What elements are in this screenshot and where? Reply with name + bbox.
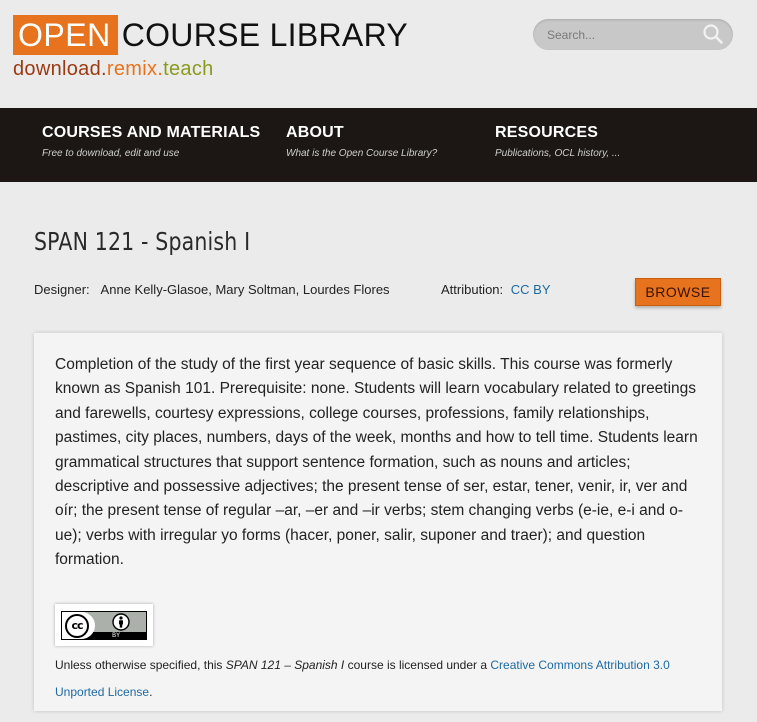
license-statement (55, 652, 705, 706)
license-course-name: SPAN 121 – Spanish I (225, 658, 345, 672)
tagline-remix: remix. (106, 58, 164, 80)
site-tagline (13, 58, 408, 80)
logo-course-library-text: COURSE LIBRARY (121, 17, 409, 53)
designer-label: Designer: (34, 282, 90, 297)
cc-badge-by-label: BY (112, 632, 121, 639)
nav-item-about[interactable] (286, 124, 437, 159)
tagline-download: download. (13, 58, 107, 80)
designer-names: Anne Kelly-Glasoe, Mary Soltman, Lourdes Flores (100, 282, 390, 297)
course-description-card (34, 333, 722, 711)
license-text-middle: course is licensed under a (344, 658, 491, 672)
site-logo[interactable] (13, 14, 408, 80)
nav-subtitle: What is the Open Course Library? (286, 148, 438, 159)
nav-title: COURSES AND MATERIALS (42, 124, 261, 141)
attribution-label: Attribution: (441, 282, 504, 297)
search-box (533, 19, 733, 50)
nav-item-resources[interactable] (495, 124, 620, 159)
tagline-teach: teach (163, 58, 214, 80)
nav-title: RESOURCES (495, 124, 599, 141)
license-text-suffix: . (149, 685, 153, 699)
nav-subtitle: Free to download, edit and use (42, 148, 180, 159)
attribution-info (441, 282, 551, 297)
designer-info (34, 282, 390, 297)
logo-wordmark (13, 14, 408, 56)
license-text-prefix: Unless otherwise specified, this (55, 658, 226, 672)
site-header (0, 0, 757, 108)
main-nav (0, 108, 757, 182)
nav-title: ABOUT (286, 124, 344, 141)
cc-by-license-badge[interactable] (55, 604, 153, 646)
creative-commons-icon: cc (65, 614, 89, 638)
browse-button[interactable]: BROWSE (635, 278, 721, 306)
page-title: SPAN 121 - Spanish I (34, 227, 251, 256)
search-input[interactable] (547, 25, 697, 45)
attribution-person-icon (112, 613, 130, 631)
nav-subtitle: Publications, OCL history, ... (495, 148, 621, 159)
cc-badge-body (61, 611, 147, 640)
attribution-link[interactable]: CC BY (510, 282, 551, 297)
search-icon[interactable] (702, 23, 724, 45)
cc-license-link[interactable]: Creative Commons Attribution 3.0 Unported License (55, 658, 670, 699)
course-description: Completion of the study of the first year sequence of basic skills. This course was formerly known as Spanish 101. Prerequisite: none. Students will learn vocabulary related to greetings and farewells, courtesy expressions, college courses, professions, family relationships, pastimes, city places, numbers, days of the week, months and how to tell time. Students learn grammatical structures that support sentence formation, such as nouns and articles; descriptive and possessive adjectives; the present tense of ser, estar, tener, venir, ir, ver and oír; the present tense of regular –ar, –er and –ir verbs; stem changing verbs (e-ie, e-i and o-ue); verbs with irregular yo forms (hacer, poner, salir, suponer and traer); and question formation. (55, 356, 698, 569)
nav-item-courses-and-materials[interactable] (42, 124, 260, 159)
logo-open-text: OPEN (13, 15, 118, 55)
